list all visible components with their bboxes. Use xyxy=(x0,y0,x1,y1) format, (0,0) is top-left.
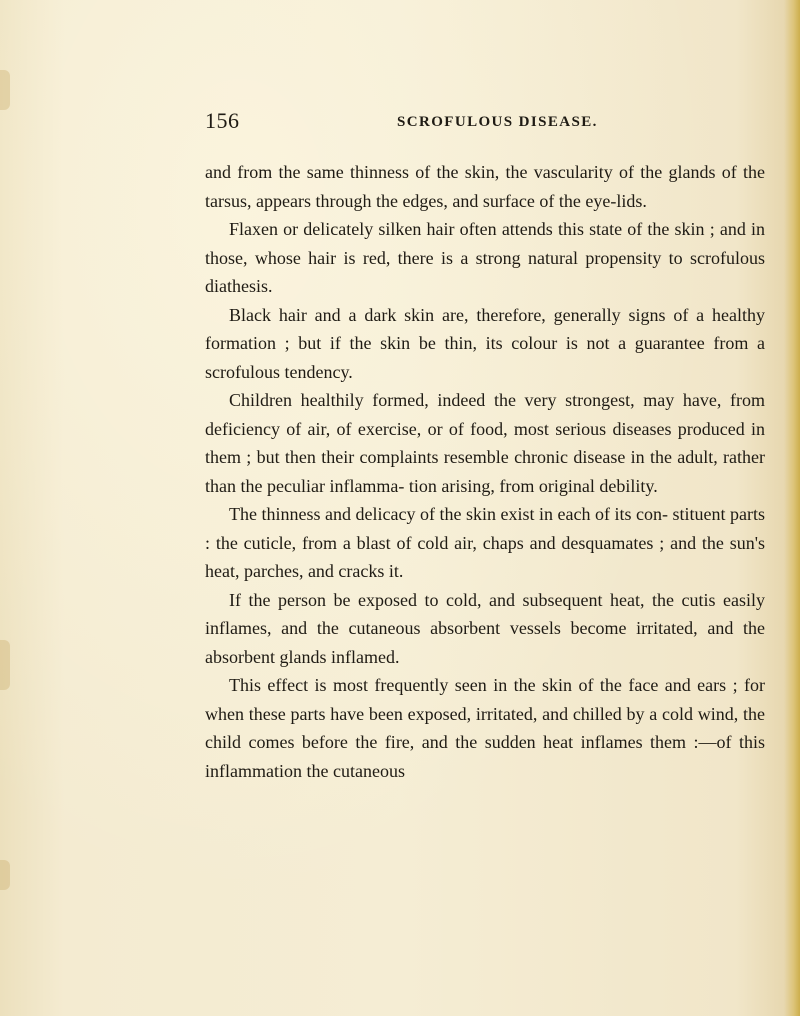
paragraph: Black hair and a dark skin are, therefore, generally signs of a healthy formation ; but if the skin be thin, its colour is not a guarantee from a scrofulous tendency. xyxy=(205,304,765,382)
running-head: SCROFULOUS DISEASE. xyxy=(397,114,598,130)
page-number: 156 xyxy=(205,108,240,133)
body-text xyxy=(205,158,765,785)
page-header xyxy=(205,108,765,138)
paragraph: If the person be exposed to cold, and subsequent heat, the cutis easily inflames, and the cutaneous absorbent vessels become irritated, and the absorbent glands inflamed. xyxy=(205,589,765,667)
foxing-mark xyxy=(0,860,10,890)
foxing-mark xyxy=(0,640,10,690)
paragraph: and from the same thinness of the skin, the vascularity of the glands of the tarsus, appears through the edges, and surface of the eye-lids. xyxy=(205,162,765,211)
paragraph: Flaxen or delicately silken hair often attends this state of the skin ; and in those, whose hair is red, there is a strong natural propensity to scrofulous diathesis. xyxy=(205,219,765,296)
paragraph: Children healthily formed, indeed the very strongest, may have, from deficiency of air, of exercise, or of food, most serious diseases produced in them ; but then their complaints resemble chronic disease in the adult, rather than the peculiar inflamma- tion arising, from original debility. xyxy=(205,390,765,496)
foxing-mark xyxy=(0,70,10,110)
paragraph: The thinness and delicacy of the skin exist in each of its con- stituent parts : the cuticle, from a blast of cold air, chaps and desquamates ; and the sun's heat, parches, and cracks it. xyxy=(205,504,765,581)
page-edge-stain xyxy=(784,0,800,1016)
paragraph: This effect is most frequently seen in the skin of the face and ears ; for when these parts have been exposed, irritated, and chilled by a cold wind, the child comes before the fire, and the sudden heat inflames them :—of this inflammation the cutaneous xyxy=(205,675,765,781)
